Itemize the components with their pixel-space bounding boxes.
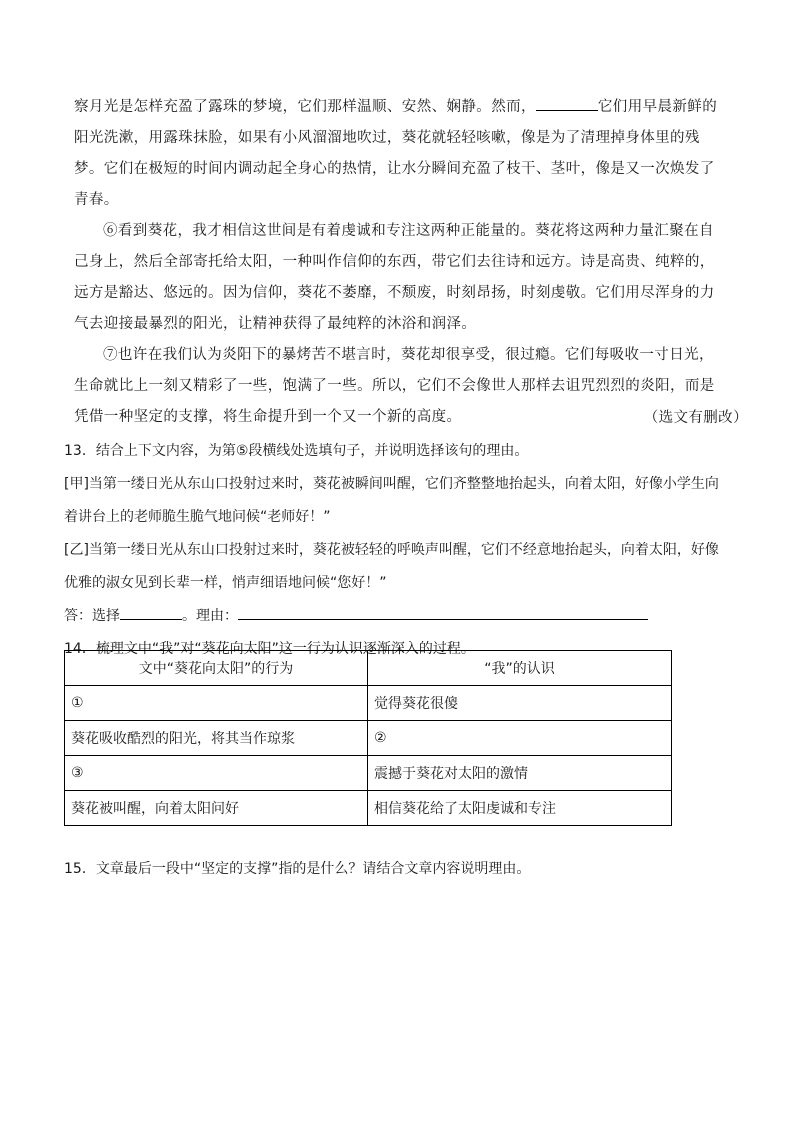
option-jia: [甲]当第一缕日光从东山口投射过来时，葵花被瞬间叫醒，它们齐整整地抬起头，向着太阳，好像小学生向着讲台上的老师脆生脆气地问候“老师好！”: [64, 476, 719, 525]
choice-answer-blank[interactable]: [120, 602, 182, 620]
question-15-stem: 15．文章最后一段中“坚定的支撑”指的是什么？请结合文章内容说明理由。: [64, 861, 531, 877]
fill-in-blank[interactable]: [536, 92, 598, 111]
passage-paragraph-7: ⑦也许在我们认为炎阳下的暴烤苦不堪言时，葵花却很享受，很过瘾。它们每吸收一寸日光，生命就比上一刻又精彩了一些，饱满了一些。所以，它们不会像世人那样去诅咒烈烈的炎阳，而是凭借一种坚定的支撑，将生命提升到一个又一个新的高度。: [74, 347, 715, 425]
paragraph-text: 它们用早晨新鲜的阳光洗漱，用露珠抹脸，如果有小风溜溜地吹过，葵花就轻轻咳嗽，像是为了清理掉身体里的残梦。它们在极短的时间内调动起全身心的热情，让水分瞬间充盈了枝干、茎叶，像是又一次焕发了青春。: [74, 99, 718, 208]
paragraph-text: 察月光是怎样充盈了露珠的梦境，它们那样温顺、安然、娴静。然而，: [74, 99, 536, 115]
table-header-row: [65, 651, 672, 686]
table-row: [65, 791, 672, 826]
table-cell[interactable]: ③: [65, 756, 368, 791]
table-cell: 葵花被叫醒，向着太阳问好: [65, 791, 368, 826]
answer-line: [64, 600, 734, 633]
table-cell[interactable]: ②: [368, 721, 672, 756]
passage-paragraph-6: ⑥看到葵花，我才相信这世间是有着虔诚和专注这两种正能量的。葵花将这两种力量汇聚在自己身上，然后全部寄托给太阳，一种叫作信仰的东西，带它们去往诗和远方。诗是高贵、纯粹的，远方是豁达、悠远的。因为信仰，葵花不萎靡，不颓废，时刻昂扬，时刻虔敬。它们用尽浑身的力气去迎接最暴烈的阳光，让精神获得了最纯粹的沐浴和润泽。: [74, 223, 715, 332]
table-row: [65, 721, 672, 756]
option-yi: [乙]当第一缕日光从东山口投射过来时，葵花被轻轻的呼唤声叫醒，它们不经意地抬起头，向着太阳，好像优雅的淑女见到长辈一样，悄声细语地问候“您好！”: [64, 542, 719, 591]
table-row: [65, 756, 672, 791]
table-cell: 相信葵花给了太阳虔诚和专注: [368, 791, 672, 826]
table-cell: 震撼于葵花对太阳的激情: [368, 756, 672, 791]
table-cell: 葵花吸收酷烈的阳光，将其当作琼浆: [65, 721, 368, 756]
question-13-stem: 13．结合上下文内容，为第⑤段横线处选填句子，并说明选择该句的理由。: [64, 443, 529, 459]
reading-passage: [74, 92, 726, 433]
cognition-table: [64, 650, 672, 826]
reason-answer-blank[interactable]: [238, 602, 648, 620]
table-header-behavior: 文中“葵花向太阳”的行为: [65, 651, 368, 686]
table-cell[interactable]: ①: [65, 686, 368, 721]
question-14-stem: 14．梳理文中“我”对“葵花向太阳”这一行为认识逐渐深入的过程。: [64, 641, 475, 657]
table-cell: 觉得葵花很傻: [368, 686, 672, 721]
table-header-cognition: “我”的认识: [368, 651, 672, 686]
source-note: （选文有删改）: [643, 410, 748, 426]
answer-prefix: 答：选择: [64, 608, 120, 624]
table-row: [65, 686, 672, 721]
passage-paragraph-5-continued: [74, 92, 726, 216]
reason-label: 。理由：: [182, 608, 238, 624]
question-13: [64, 435, 734, 666]
